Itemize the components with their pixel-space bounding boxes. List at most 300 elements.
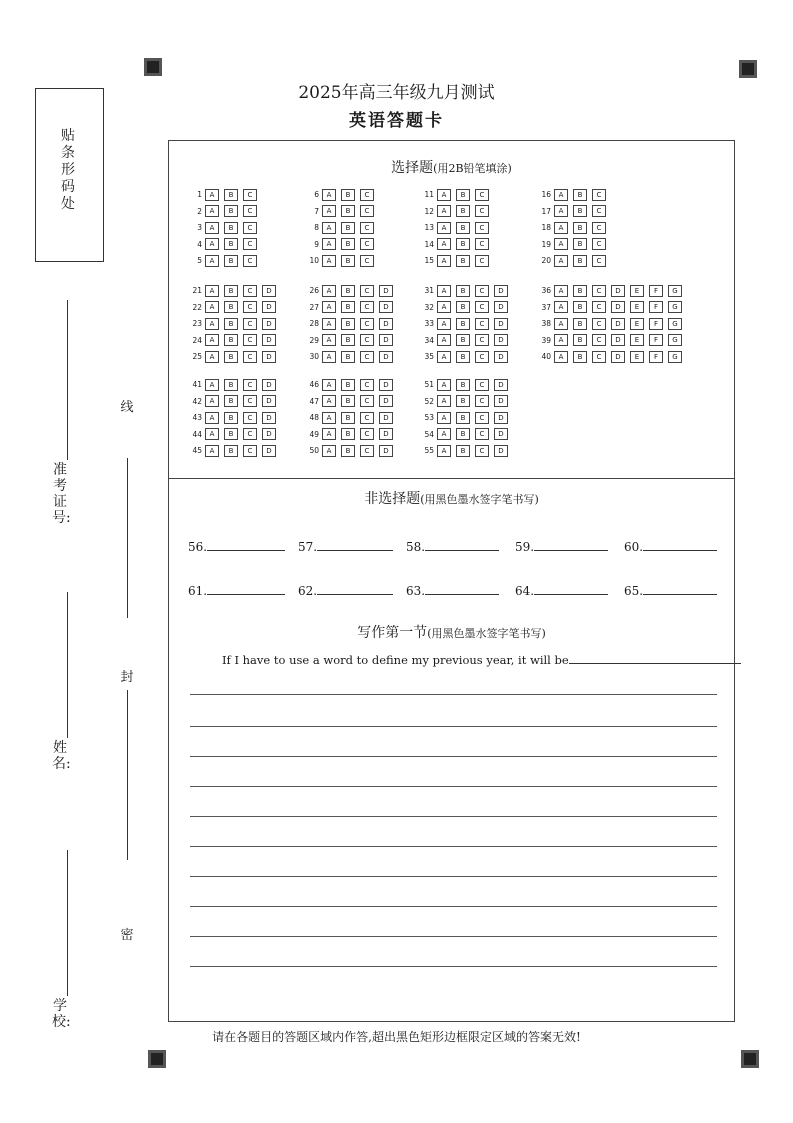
answer-bubble[interactable]: A bbox=[554, 285, 568, 297]
answer-bubble[interactable]: C bbox=[243, 238, 257, 250]
answer-bubble[interactable]: B bbox=[341, 301, 355, 313]
answer-bubble[interactable]: C bbox=[360, 205, 374, 217]
answer-bubble[interactable]: D bbox=[379, 351, 393, 363]
answer-bubble[interactable]: B bbox=[573, 189, 587, 201]
answer-bubble[interactable]: C bbox=[592, 351, 606, 363]
answer-bubble[interactable]: A bbox=[554, 334, 568, 346]
answer-bubble[interactable]: B bbox=[456, 301, 470, 313]
answer-bubble[interactable]: C bbox=[243, 301, 257, 313]
answer-bubble[interactable]: C bbox=[475, 412, 489, 424]
answer-bubble[interactable]: A bbox=[205, 255, 219, 267]
answer-bubble[interactable]: B bbox=[456, 334, 470, 346]
answer-bubble[interactable]: C bbox=[360, 445, 374, 457]
answer-bubble[interactable]: B bbox=[573, 285, 587, 297]
blank-59[interactable] bbox=[515, 538, 608, 554]
question-row bbox=[305, 444, 398, 457]
answer-bubble[interactable]: B bbox=[341, 238, 355, 250]
answer-bubble[interactable]: B bbox=[341, 318, 355, 330]
answer-bubble[interactable]: E bbox=[630, 351, 644, 363]
question-row bbox=[305, 238, 379, 251]
answer-bubble[interactable]: C bbox=[243, 351, 257, 363]
question-row bbox=[420, 334, 513, 347]
answer-bubble[interactable]: B bbox=[341, 334, 355, 346]
answer-bubble[interactable]: A bbox=[322, 285, 336, 297]
blank-number: 62. bbox=[298, 584, 318, 598]
answer-bubble[interactable]: B bbox=[341, 255, 355, 267]
answer-bubble[interactable]: A bbox=[205, 334, 219, 346]
answer-bubble[interactable]: D bbox=[611, 285, 625, 297]
answer-bubble[interactable]: B bbox=[573, 205, 587, 217]
answer-bubble[interactable]: A bbox=[322, 379, 336, 391]
answer-bubble[interactable]: D bbox=[379, 318, 393, 330]
question-number: 4 bbox=[197, 239, 202, 249]
answer-bubble[interactable]: A bbox=[554, 351, 568, 363]
answer-bubble[interactable]: A bbox=[322, 255, 336, 267]
answer-bubble[interactable]: D bbox=[494, 395, 508, 407]
barcode-label: 贴条形码处 bbox=[61, 128, 75, 212]
question-row bbox=[537, 254, 611, 267]
answer-bubble[interactable]: C bbox=[360, 301, 374, 313]
answer-bubble[interactable]: B bbox=[224, 205, 238, 217]
answer-bubble[interactable]: C bbox=[592, 238, 606, 250]
answer-bubble[interactable]: B bbox=[224, 412, 238, 424]
answer-bubble[interactable]: C bbox=[243, 334, 257, 346]
answer-bubble[interactable]: D bbox=[611, 351, 625, 363]
answer-bubble[interactable]: C bbox=[243, 285, 257, 297]
blank-60[interactable] bbox=[624, 538, 717, 554]
name-field[interactable] bbox=[67, 592, 68, 738]
answer-bubble[interactable]: A bbox=[437, 238, 451, 250]
answer-bubble[interactable]: A bbox=[205, 285, 219, 297]
answer-bubble[interactable]: A bbox=[205, 351, 219, 363]
answer-bubble[interactable]: B bbox=[341, 205, 355, 217]
answer-bubble[interactable]: B bbox=[456, 412, 470, 424]
answer-bubble[interactable]: A bbox=[554, 189, 568, 201]
answer-bubble[interactable]: A bbox=[554, 205, 568, 217]
answer-bubble[interactable]: C bbox=[475, 189, 489, 201]
answer-bubble[interactable]: A bbox=[554, 255, 568, 267]
answer-bubble[interactable]: A bbox=[322, 428, 336, 440]
answer-bubble[interactable]: B bbox=[573, 318, 587, 330]
blank-number: 64. bbox=[515, 584, 535, 598]
answer-bubble[interactable]: B bbox=[456, 222, 470, 234]
answer-bubble[interactable]: C bbox=[360, 238, 374, 250]
question-number: 3 bbox=[197, 223, 202, 232]
answer-bubble[interactable]: A bbox=[205, 301, 219, 313]
answer-bubble[interactable]: A bbox=[437, 412, 451, 424]
answer-bubble[interactable]: C bbox=[360, 412, 374, 424]
answer-bubble[interactable]: A bbox=[205, 318, 219, 330]
answer-bubble[interactable]: B bbox=[573, 351, 587, 363]
answer-bubble[interactable]: D bbox=[494, 428, 508, 440]
answer-bubble[interactable]: A bbox=[322, 318, 336, 330]
question-row bbox=[537, 221, 611, 234]
answer-bubble[interactable]: C bbox=[243, 205, 257, 217]
answer-bubble[interactable]: B bbox=[224, 428, 238, 440]
answer-bubble[interactable]: D bbox=[611, 334, 625, 346]
answer-bubble[interactable]: B bbox=[573, 238, 587, 250]
answer-bubble[interactable]: C bbox=[243, 255, 257, 267]
blank-number: 59. bbox=[515, 540, 535, 554]
answer-bubble[interactable]: B bbox=[456, 379, 470, 391]
answer-bubble[interactable]: B bbox=[456, 255, 470, 267]
answer-bubble[interactable]: B bbox=[341, 395, 355, 407]
answer-bubble[interactable]: D bbox=[262, 318, 276, 330]
answer-bubble[interactable]: D bbox=[379, 285, 393, 297]
answer-bubble[interactable]: C bbox=[475, 395, 489, 407]
answer-bubble[interactable]: C bbox=[243, 445, 257, 457]
answer-bubble[interactable]: E bbox=[630, 285, 644, 297]
answer-bubble[interactable]: D bbox=[379, 395, 393, 407]
answer-bubble[interactable]: C bbox=[475, 445, 489, 457]
answer-bubble[interactable]: C bbox=[360, 318, 374, 330]
blank-number: 61. bbox=[188, 584, 208, 598]
question-number: 7 bbox=[314, 206, 319, 216]
answer-bubble[interactable]: D bbox=[379, 379, 393, 391]
answer-bubble[interactable]: C bbox=[360, 334, 374, 346]
answer-bubble[interactable]: B bbox=[456, 189, 470, 201]
question-row bbox=[188, 411, 281, 424]
answer-bubble[interactable]: B bbox=[456, 238, 470, 250]
blank-61[interactable] bbox=[188, 582, 285, 598]
writing-line[interactable] bbox=[190, 786, 717, 787]
answer-bubble[interactable]: A bbox=[554, 238, 568, 250]
answer-bubble[interactable]: C bbox=[243, 222, 257, 234]
answer-bubble[interactable]: A bbox=[205, 222, 219, 234]
answer-bubble[interactable]: B bbox=[224, 222, 238, 234]
answer-bubble[interactable]: C bbox=[243, 428, 257, 440]
question-number: 10 bbox=[309, 256, 319, 265]
answer-bubble[interactable]: A bbox=[437, 318, 451, 330]
question-row bbox=[305, 334, 398, 347]
question-number: 36 bbox=[541, 286, 551, 295]
answer-bubble[interactable]: A bbox=[437, 334, 451, 346]
blank-56[interactable] bbox=[188, 538, 285, 554]
answer-bubble[interactable]: C bbox=[475, 379, 489, 391]
school-label: 学校: bbox=[52, 998, 71, 1030]
answer-bubble[interactable]: C bbox=[243, 189, 257, 201]
answer-bubble[interactable]: B bbox=[224, 301, 238, 313]
answer-bubble[interactable]: A bbox=[437, 445, 451, 457]
answer-bubble[interactable]: C bbox=[243, 318, 257, 330]
answer-bubble[interactable]: C bbox=[475, 238, 489, 250]
answer-bubble[interactable]: D bbox=[262, 301, 276, 313]
answer-bubble[interactable]: D bbox=[262, 412, 276, 424]
answer-bubble[interactable]: B bbox=[224, 334, 238, 346]
mc-note: (用2B铅笔填涂) bbox=[433, 162, 512, 175]
question-number: 53 bbox=[424, 413, 434, 422]
question-number: 9 bbox=[314, 239, 319, 249]
question-number: 37 bbox=[541, 302, 551, 312]
blank-62[interactable] bbox=[298, 582, 393, 598]
answer-bubble[interactable]: A bbox=[205, 412, 219, 424]
answer-bubble[interactable]: B bbox=[224, 379, 238, 391]
answer-bubble[interactable]: G bbox=[668, 301, 682, 313]
answer-bubble[interactable]: C bbox=[592, 334, 606, 346]
answer-bubble[interactable]: D bbox=[379, 412, 393, 424]
seal-line bbox=[127, 458, 128, 618]
answer-bubble[interactable]: A bbox=[437, 222, 451, 234]
writing-line[interactable] bbox=[190, 756, 717, 757]
answer-bubble[interactable]: C bbox=[475, 205, 489, 217]
answer-bubble[interactable]: B bbox=[456, 318, 470, 330]
answer-bubble[interactable]: C bbox=[360, 285, 374, 297]
answer-bubble[interactable]: C bbox=[592, 301, 606, 313]
answer-bubble[interactable]: A bbox=[437, 285, 451, 297]
answer-bubble[interactable]: F bbox=[649, 334, 663, 346]
answer-bubble[interactable]: A bbox=[322, 445, 336, 457]
answer-bubble[interactable]: B bbox=[224, 445, 238, 457]
question-row bbox=[537, 284, 687, 297]
answer-bubble[interactable]: A bbox=[554, 301, 568, 313]
question-row bbox=[188, 254, 262, 267]
answer-bubble[interactable]: C bbox=[592, 285, 606, 297]
answer-bubble[interactable]: C bbox=[360, 189, 374, 201]
answer-bubble[interactable]: A bbox=[322, 334, 336, 346]
question-row bbox=[537, 205, 611, 218]
answer-bubble[interactable]: B bbox=[573, 301, 587, 313]
writing-line[interactable] bbox=[190, 816, 717, 817]
answer-bubble[interactable]: B bbox=[224, 255, 238, 267]
answer-bubble[interactable]: D bbox=[262, 379, 276, 391]
answer-bubble[interactable]: B bbox=[456, 395, 470, 407]
answer-bubble[interactable]: A bbox=[437, 301, 451, 313]
answer-bubble[interactable]: A bbox=[437, 351, 451, 363]
answer-bubble[interactable]: B bbox=[341, 379, 355, 391]
answer-bubble[interactable]: C bbox=[475, 222, 489, 234]
answer-bubble[interactable]: C bbox=[360, 255, 374, 267]
answer-bubble[interactable]: F bbox=[649, 318, 663, 330]
blank-65[interactable] bbox=[624, 582, 717, 598]
answer-bubble[interactable]: C bbox=[475, 351, 489, 363]
answer-bubble[interactable]: G bbox=[668, 351, 682, 363]
answer-bubble[interactable]: C bbox=[360, 351, 374, 363]
answer-bubble[interactable]: C bbox=[592, 222, 606, 234]
answer-bubble[interactable]: F bbox=[649, 285, 663, 297]
question-number: 35 bbox=[424, 352, 434, 361]
answer-bubble[interactable]: A bbox=[205, 428, 219, 440]
answer-bubble[interactable]: A bbox=[205, 238, 219, 250]
answer-bubble[interactable]: A bbox=[322, 238, 336, 250]
answer-bubble[interactable]: C bbox=[243, 379, 257, 391]
answer-bubble[interactable]: F bbox=[649, 351, 663, 363]
question-number: 55 bbox=[424, 446, 434, 455]
answer-bubble[interactable]: B bbox=[456, 205, 470, 217]
question-number: 1 bbox=[197, 190, 202, 199]
blank-number: 58. bbox=[406, 540, 426, 554]
writing-line[interactable] bbox=[190, 846, 717, 847]
answer-bubble[interactable]: C bbox=[592, 205, 606, 217]
answer-bubble[interactable]: A bbox=[322, 301, 336, 313]
seal-mark-seal: 封 bbox=[120, 670, 134, 685]
blank-58[interactable] bbox=[406, 538, 499, 554]
answer-bubble[interactable]: E bbox=[630, 301, 644, 313]
answer-bubble[interactable]: C bbox=[592, 318, 606, 330]
answer-bubble[interactable]: D bbox=[262, 395, 276, 407]
answer-bubble[interactable]: D bbox=[379, 301, 393, 313]
writing-prompt-text: If I have to use a word to define my previous year, it will be bbox=[222, 653, 569, 667]
question-row bbox=[420, 378, 513, 391]
answer-bubble[interactable]: A bbox=[322, 205, 336, 217]
answer-bubble[interactable]: B bbox=[341, 428, 355, 440]
answer-bubble[interactable]: D bbox=[494, 445, 508, 457]
answer-bubble[interactable]: B bbox=[341, 412, 355, 424]
answer-bubble[interactable]: C bbox=[475, 318, 489, 330]
answer-bubble[interactable]: D bbox=[494, 351, 508, 363]
answer-bubble[interactable]: A bbox=[205, 205, 219, 217]
answer-bubble[interactable]: B bbox=[224, 285, 238, 297]
answer-bubble[interactable]: A bbox=[554, 318, 568, 330]
answer-bubble[interactable]: A bbox=[437, 428, 451, 440]
writing-line[interactable] bbox=[190, 694, 717, 695]
question-row bbox=[420, 188, 494, 201]
answer-bubble[interactable]: D bbox=[611, 301, 625, 313]
answer-bubble[interactable]: B bbox=[456, 285, 470, 297]
answer-bubble[interactable]: D bbox=[494, 379, 508, 391]
answer-bubble[interactable]: D bbox=[611, 318, 625, 330]
blank-number: 65. bbox=[624, 584, 644, 598]
answer-bubble[interactable]: B bbox=[573, 334, 587, 346]
answer-bubble[interactable]: C bbox=[475, 334, 489, 346]
answer-bubble[interactable]: E bbox=[630, 318, 644, 330]
answer-bubble[interactable]: B bbox=[573, 222, 587, 234]
answer-bubble[interactable]: C bbox=[475, 428, 489, 440]
exam-id-field[interactable] bbox=[67, 300, 68, 460]
answer-bubble[interactable]: B bbox=[341, 285, 355, 297]
answer-bubble[interactable]: B bbox=[224, 395, 238, 407]
answer-bubble[interactable]: C bbox=[475, 285, 489, 297]
answer-bubble[interactable]: D bbox=[379, 445, 393, 457]
answer-bubble[interactable]: D bbox=[494, 412, 508, 424]
blank-number: 57. bbox=[298, 540, 318, 554]
writing-line[interactable] bbox=[190, 966, 717, 967]
answer-bubble[interactable]: D bbox=[494, 334, 508, 346]
blank-number: 60. bbox=[624, 540, 644, 554]
answer-bubble[interactable]: E bbox=[630, 334, 644, 346]
answer-bubble[interactable]: D bbox=[262, 285, 276, 297]
answer-bubble[interactable]: A bbox=[437, 379, 451, 391]
answer-bubble[interactable]: D bbox=[379, 334, 393, 346]
answer-bubble[interactable]: B bbox=[224, 318, 238, 330]
registration-marker bbox=[144, 58, 162, 76]
answer-bubble[interactable]: B bbox=[456, 428, 470, 440]
answer-bubble[interactable]: C bbox=[360, 395, 374, 407]
answer-bubble[interactable]: B bbox=[341, 351, 355, 363]
answer-bubble[interactable]: C bbox=[592, 255, 606, 267]
name-label: 姓名: bbox=[52, 740, 71, 772]
writing-line[interactable] bbox=[190, 936, 717, 937]
question-number: 6 bbox=[314, 190, 319, 199]
answer-bubble[interactable]: C bbox=[243, 395, 257, 407]
answer-bubble[interactable]: D bbox=[494, 318, 508, 330]
answer-bubble[interactable]: B bbox=[341, 222, 355, 234]
answer-bubble[interactable]: C bbox=[360, 379, 374, 391]
answer-bubble[interactable]: B bbox=[456, 445, 470, 457]
blank-57[interactable] bbox=[298, 538, 393, 554]
answer-bubble[interactable]: D bbox=[262, 334, 276, 346]
answer-bubble[interactable]: D bbox=[262, 351, 276, 363]
question-row bbox=[305, 221, 379, 234]
school-field[interactable] bbox=[67, 850, 68, 996]
question-number: 14 bbox=[424, 239, 434, 249]
answer-bubble[interactable]: A bbox=[437, 395, 451, 407]
answer-bubble[interactable]: A bbox=[554, 222, 568, 234]
answer-bubble[interactable]: G bbox=[668, 334, 682, 346]
answer-bubble[interactable]: A bbox=[437, 255, 451, 267]
answer-bubble[interactable]: C bbox=[360, 428, 374, 440]
answer-bubble[interactable]: A bbox=[322, 189, 336, 201]
answer-bubble[interactable]: D bbox=[379, 428, 393, 440]
answer-bubble[interactable]: G bbox=[668, 318, 682, 330]
writing-line[interactable] bbox=[190, 726, 717, 727]
writing-line[interactable] bbox=[190, 876, 717, 877]
question-number: 22 bbox=[192, 302, 202, 312]
answer-bubble[interactable]: A bbox=[205, 395, 219, 407]
answer-bubble[interactable]: C bbox=[475, 255, 489, 267]
mc-title-text: 选择题 bbox=[391, 160, 434, 176]
answer-bubble[interactable]: B bbox=[224, 238, 238, 250]
question-row bbox=[420, 284, 513, 297]
blank-63[interactable] bbox=[406, 582, 499, 598]
answer-bubble[interactable]: D bbox=[494, 285, 508, 297]
question-number: 23 bbox=[192, 319, 202, 328]
answer-bubble[interactable]: B bbox=[456, 351, 470, 363]
prompt-blank[interactable] bbox=[569, 653, 741, 664]
footer-notice: 请在各题目的答题区域内作答,超出黑色矩形边框限定区域的答案无效! bbox=[212, 1030, 581, 1044]
answer-bubble[interactable]: A bbox=[322, 412, 336, 424]
answer-bubble[interactable]: B bbox=[341, 189, 355, 201]
writing-line[interactable] bbox=[190, 906, 717, 907]
answer-bubble[interactable]: A bbox=[205, 445, 219, 457]
question-number: 11 bbox=[424, 190, 434, 199]
question-number: 39 bbox=[541, 335, 551, 345]
question-number: 5 bbox=[197, 256, 202, 265]
answer-bubble[interactable]: A bbox=[437, 205, 451, 217]
answer-bubble[interactable]: D bbox=[262, 428, 276, 440]
seal-line bbox=[127, 690, 128, 860]
answer-bubble[interactable]: A bbox=[205, 379, 219, 391]
answer-bubble[interactable]: D bbox=[494, 301, 508, 313]
answer-bubble[interactable]: B bbox=[341, 445, 355, 457]
question-row bbox=[188, 301, 281, 314]
answer-bubble[interactable]: A bbox=[437, 189, 451, 201]
answer-bubble[interactable]: B bbox=[573, 255, 587, 267]
answer-bubble[interactable]: A bbox=[205, 189, 219, 201]
answer-bubble[interactable]: A bbox=[322, 351, 336, 363]
answer-bubble[interactable]: C bbox=[475, 301, 489, 313]
answer-bubble[interactable]: D bbox=[262, 445, 276, 457]
question-number: 49 bbox=[309, 429, 319, 439]
answer-bubble[interactable]: C bbox=[360, 222, 374, 234]
answer-bubble[interactable]: A bbox=[322, 395, 336, 407]
question-row bbox=[420, 301, 513, 314]
question-row bbox=[537, 238, 611, 251]
question-row bbox=[188, 188, 262, 201]
section-divider bbox=[168, 478, 735, 479]
question-number: 21 bbox=[192, 286, 202, 295]
answer-bubble[interactable]: F bbox=[649, 301, 663, 313]
question-number: 45 bbox=[192, 446, 202, 455]
answer-bubble[interactable]: B bbox=[224, 189, 238, 201]
question-number: 50 bbox=[309, 446, 319, 455]
answer-bubble[interactable]: B bbox=[224, 351, 238, 363]
blank-64[interactable] bbox=[515, 582, 608, 598]
answer-bubble[interactable]: C bbox=[592, 189, 606, 201]
answer-bubble[interactable]: A bbox=[322, 222, 336, 234]
answer-bubble[interactable]: G bbox=[668, 285, 682, 297]
answer-bubble[interactable]: C bbox=[243, 412, 257, 424]
question-number: 28 bbox=[309, 319, 319, 328]
